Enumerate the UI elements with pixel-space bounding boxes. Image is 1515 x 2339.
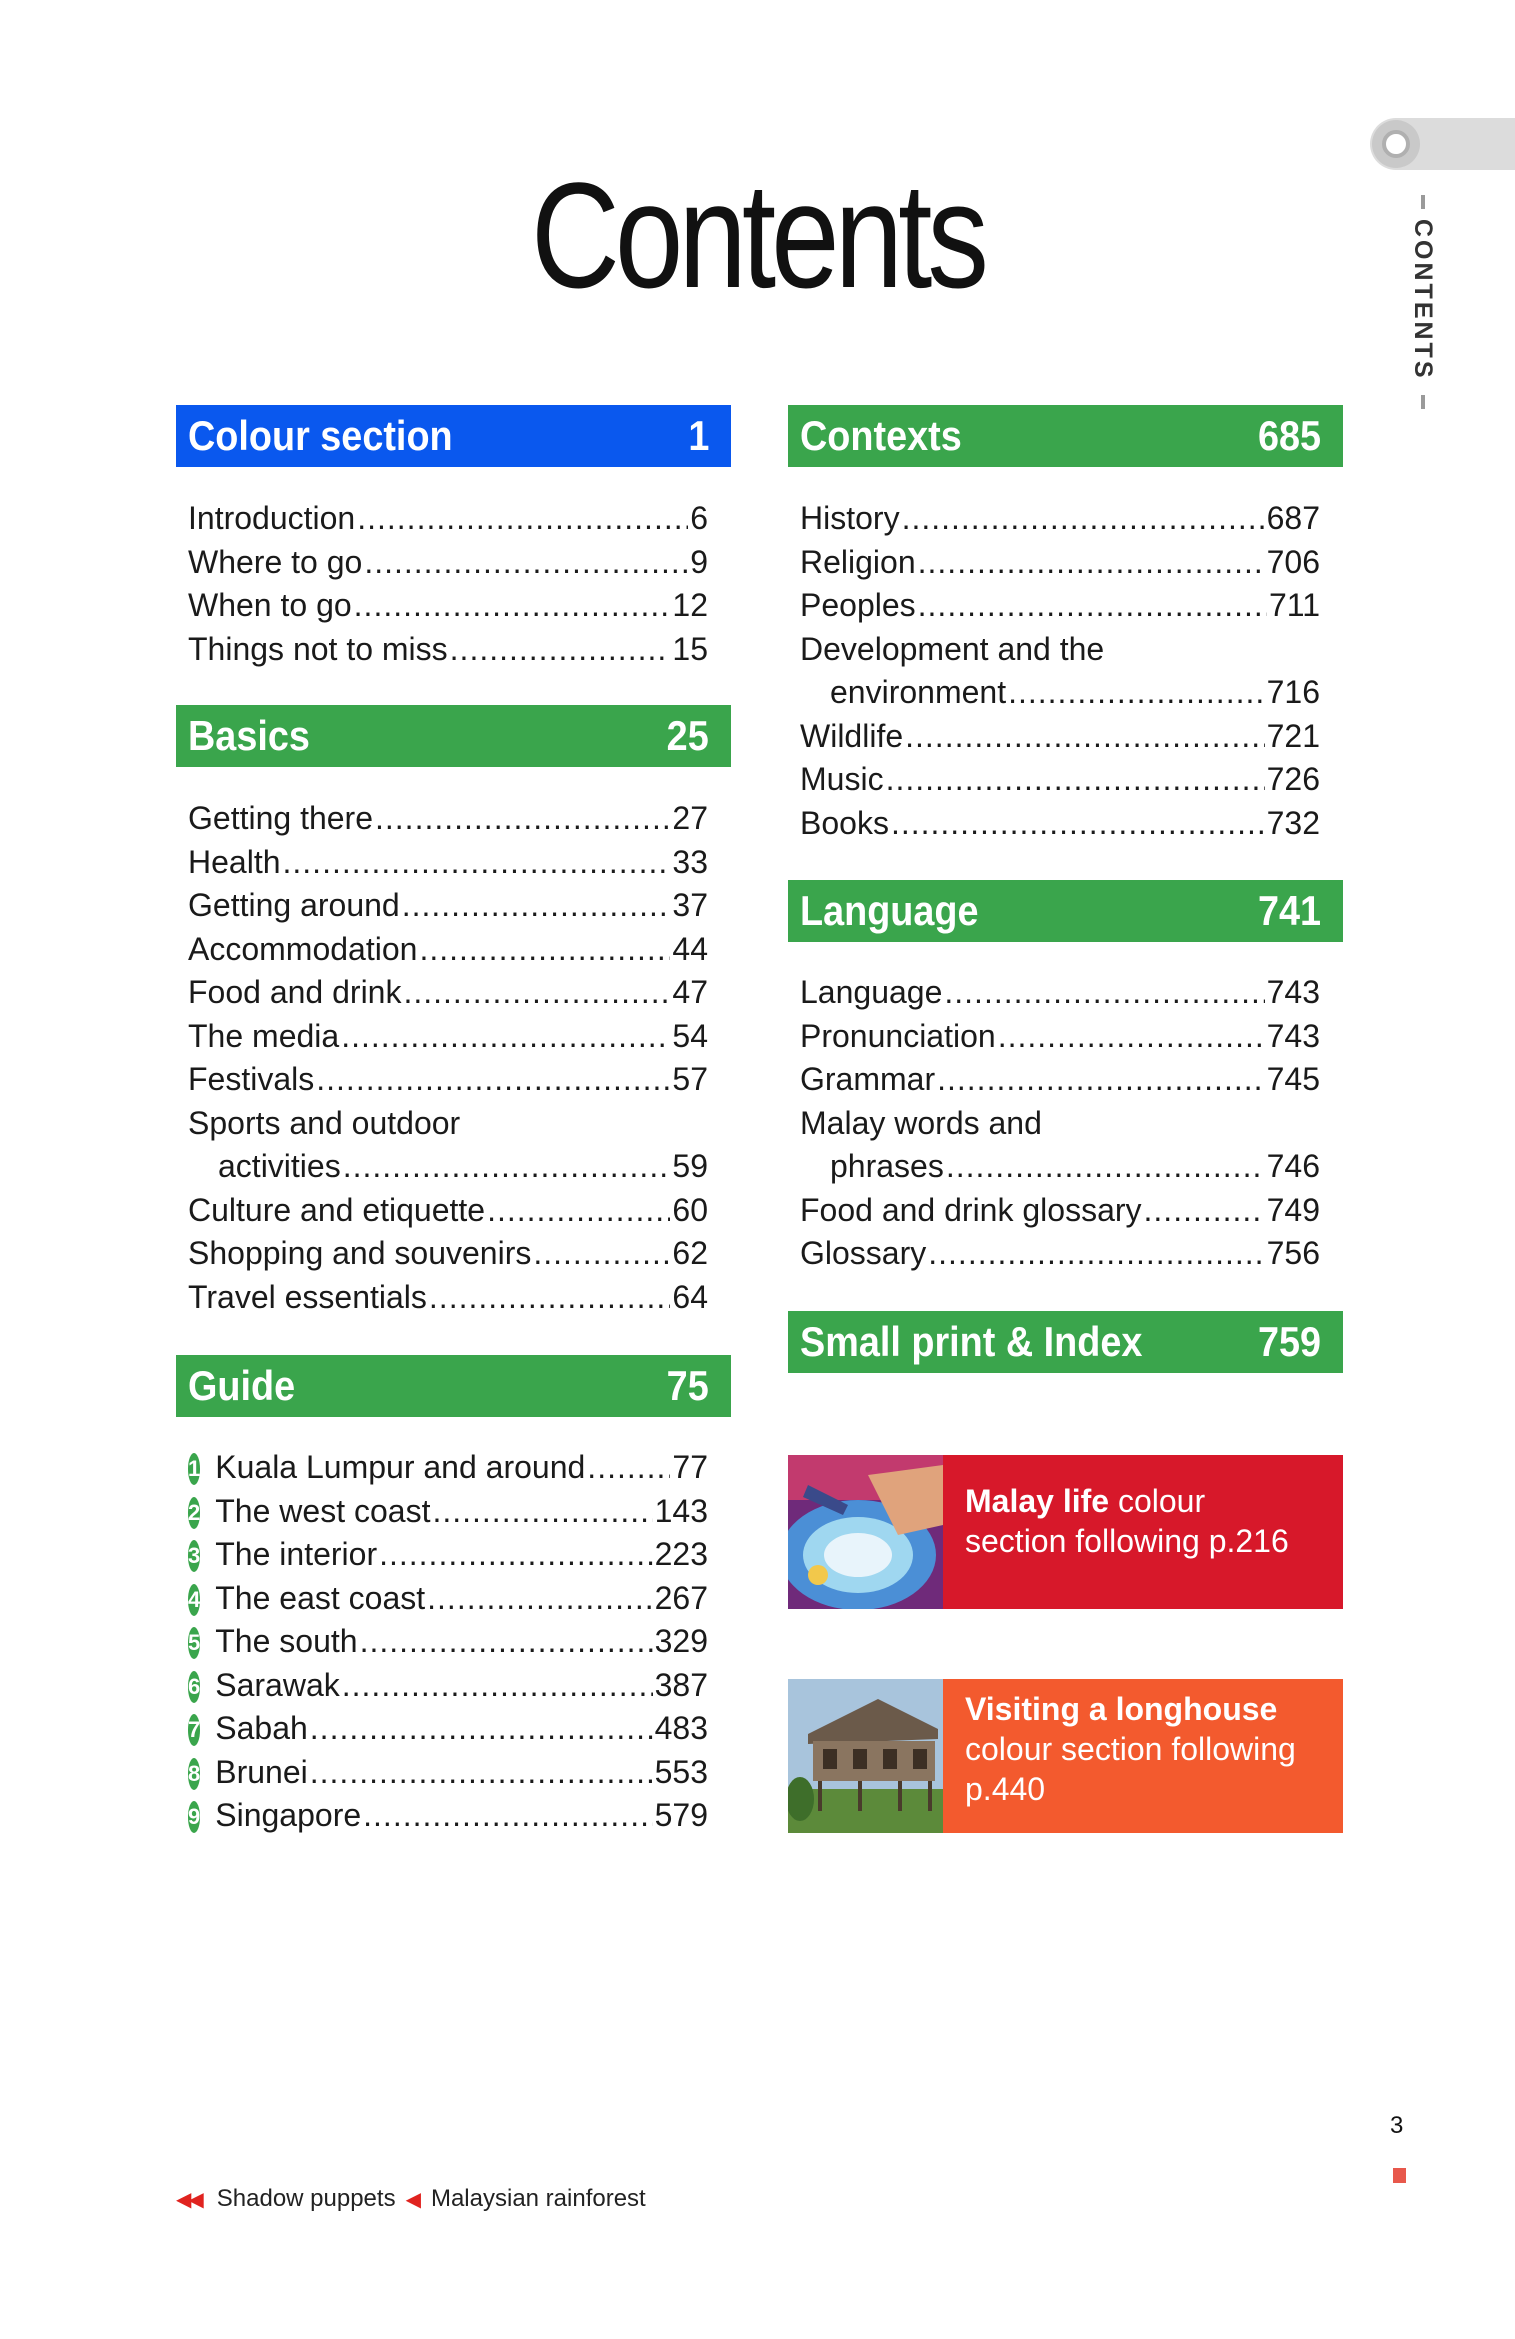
toc-row[interactable]: Music ..... 726 bbox=[800, 758, 1320, 802]
chapter-number-badge: 9 bbox=[188, 1801, 200, 1833]
chapter-number-badge: 3 bbox=[188, 1540, 200, 1572]
language-list bbox=[800, 971, 1320, 1276]
toc-row[interactable]: Shopping and souvenirs ..... 62 bbox=[188, 1232, 708, 1276]
toc-row[interactable]: Festivals ..... 57 bbox=[188, 1058, 708, 1102]
language-header[interactable]: Language 741 bbox=[788, 880, 1343, 942]
colour-section-header[interactable]: Colour section 1 bbox=[176, 405, 731, 467]
chapter-number-badge: 1 bbox=[188, 1453, 200, 1485]
toc-row-continued[interactable]: environment ..... 716 bbox=[800, 671, 1320, 715]
toc-row[interactable]: Wildlife ..... 721 bbox=[800, 715, 1320, 759]
toc-row[interactable]: 1 Kuala Lumpur and around ..... 77 bbox=[188, 1446, 708, 1490]
toc-row[interactable]: Accommodation ..... 44 bbox=[188, 928, 708, 972]
promo-text: Visiting a longhouse colour section following p.440 bbox=[965, 1691, 1296, 1807]
toc-row[interactable]: 6 Sarawak ..... 387 bbox=[188, 1664, 708, 1708]
toc-row[interactable]: Getting there ..... 27 bbox=[188, 797, 708, 841]
colour-section-list bbox=[188, 497, 708, 671]
page-number: 3 bbox=[1390, 2112, 1404, 2139]
basics-header[interactable]: Basics 25 bbox=[176, 705, 731, 767]
tab-circle-icon bbox=[1372, 120, 1420, 168]
page-marker bbox=[1393, 2168, 1406, 2183]
contexts-list bbox=[800, 497, 1320, 845]
toc-row[interactable]: Culture and etiquette ..... 60 bbox=[188, 1189, 708, 1233]
basics-list bbox=[188, 797, 708, 1319]
toc-row[interactable]: 3 The interior ..... 223 bbox=[188, 1533, 708, 1577]
shadow-puppet-photo bbox=[788, 1455, 943, 1609]
toc-row[interactable]: Peoples ..... 711 bbox=[800, 584, 1320, 628]
toc-row[interactable]: Language ..... 743 bbox=[800, 971, 1320, 1015]
toc-row[interactable]: 4 The east coast ..... 267 bbox=[188, 1577, 708, 1621]
toc-row[interactable]: The media ..... 54 bbox=[188, 1015, 708, 1059]
toc-row[interactable]: 7 Sabah ..... 483 bbox=[188, 1707, 708, 1751]
promo-text: Malay life colour section following p.216 bbox=[965, 1483, 1289, 1559]
toc-row[interactable]: Introduction ..... 6 bbox=[188, 497, 708, 541]
caption-malaysian-rainforest: Malaysian rainforest bbox=[430, 2185, 646, 2212]
longhouse-photo bbox=[788, 1679, 943, 1833]
promo-malay-life[interactable] bbox=[788, 1455, 1343, 1609]
small-print-header[interactable]: Small print & Index 759 bbox=[788, 1311, 1343, 1373]
toc-row[interactable]: Books ..... 732 bbox=[800, 802, 1320, 846]
caption-shadow-puppets: Shadow puppets bbox=[216, 2185, 396, 2212]
toc-row-continued[interactable]: activities ..... 59 bbox=[188, 1145, 708, 1189]
toc-row[interactable]: Things not to miss ..... 15 bbox=[188, 628, 708, 672]
toc-row[interactable]: Development and the bbox=[800, 630, 1105, 667]
toc-row[interactable]: Food and drink ..... 47 bbox=[188, 971, 708, 1015]
toc-row[interactable]: Food and drink glossary ..... 749 bbox=[800, 1189, 1320, 1233]
chapter-number-badge: 2 bbox=[188, 1497, 200, 1529]
promo-longhouse[interactable] bbox=[788, 1679, 1343, 1833]
chapter-number-badge: 5 bbox=[188, 1627, 200, 1659]
side-tab-text: CONTENTS bbox=[1409, 219, 1437, 381]
toc-row[interactable]: When to go ..... 12 bbox=[188, 584, 708, 628]
toc-row-continued[interactable]: phrases ..... 746 bbox=[800, 1145, 1320, 1189]
toc-row[interactable]: Religion ..... 706 bbox=[800, 541, 1320, 585]
toc-row[interactable]: History ..... 687 bbox=[800, 497, 1320, 541]
left-arrow-icon: ◀ bbox=[405, 2188, 421, 2211]
chapter-number-badge: 4 bbox=[188, 1584, 200, 1616]
toc-row[interactable]: Pronunciation ..... 743 bbox=[800, 1015, 1320, 1059]
side-tab-label bbox=[1398, 195, 1448, 415]
page-title: Contents bbox=[531, 151, 984, 319]
toc-row[interactable]: Where to go ..... 9 bbox=[188, 541, 708, 585]
photo-captions bbox=[176, 2185, 646, 2213]
toc-row[interactable]: Glossary ..... 756 bbox=[800, 1232, 1320, 1276]
toc-row[interactable]: 8 Brunei ..... 553 bbox=[188, 1751, 708, 1795]
guide-header[interactable]: Guide 75 bbox=[176, 1355, 731, 1417]
contexts-header[interactable]: Contexts 685 bbox=[788, 405, 1343, 467]
chapter-number-badge: 8 bbox=[188, 1758, 200, 1790]
chapter-number-badge: 6 bbox=[188, 1671, 200, 1703]
toc-row[interactable]: Travel essentials ..... 64 bbox=[188, 1276, 708, 1320]
toc-row[interactable]: Health ..... 33 bbox=[188, 841, 708, 885]
chapter-number-badge: 7 bbox=[188, 1714, 200, 1746]
toc-row[interactable]: Grammar ..... 745 bbox=[800, 1058, 1320, 1102]
guide-list bbox=[188, 1446, 708, 1838]
toc-row[interactable]: 9 Singapore ..... 579 bbox=[188, 1794, 708, 1838]
toc-row[interactable]: Malay words and bbox=[800, 1104, 1042, 1141]
toc-row[interactable]: Sports and outdoor bbox=[188, 1104, 461, 1141]
toc-row[interactable]: 5 The south ..... 329 bbox=[188, 1620, 708, 1664]
toc-row[interactable]: 2 The west coast ..... 143 bbox=[188, 1490, 708, 1534]
double-left-arrow-icon: ◀◀ bbox=[176, 2188, 201, 2211]
toc-row[interactable]: Getting around ..... 37 bbox=[188, 884, 708, 928]
